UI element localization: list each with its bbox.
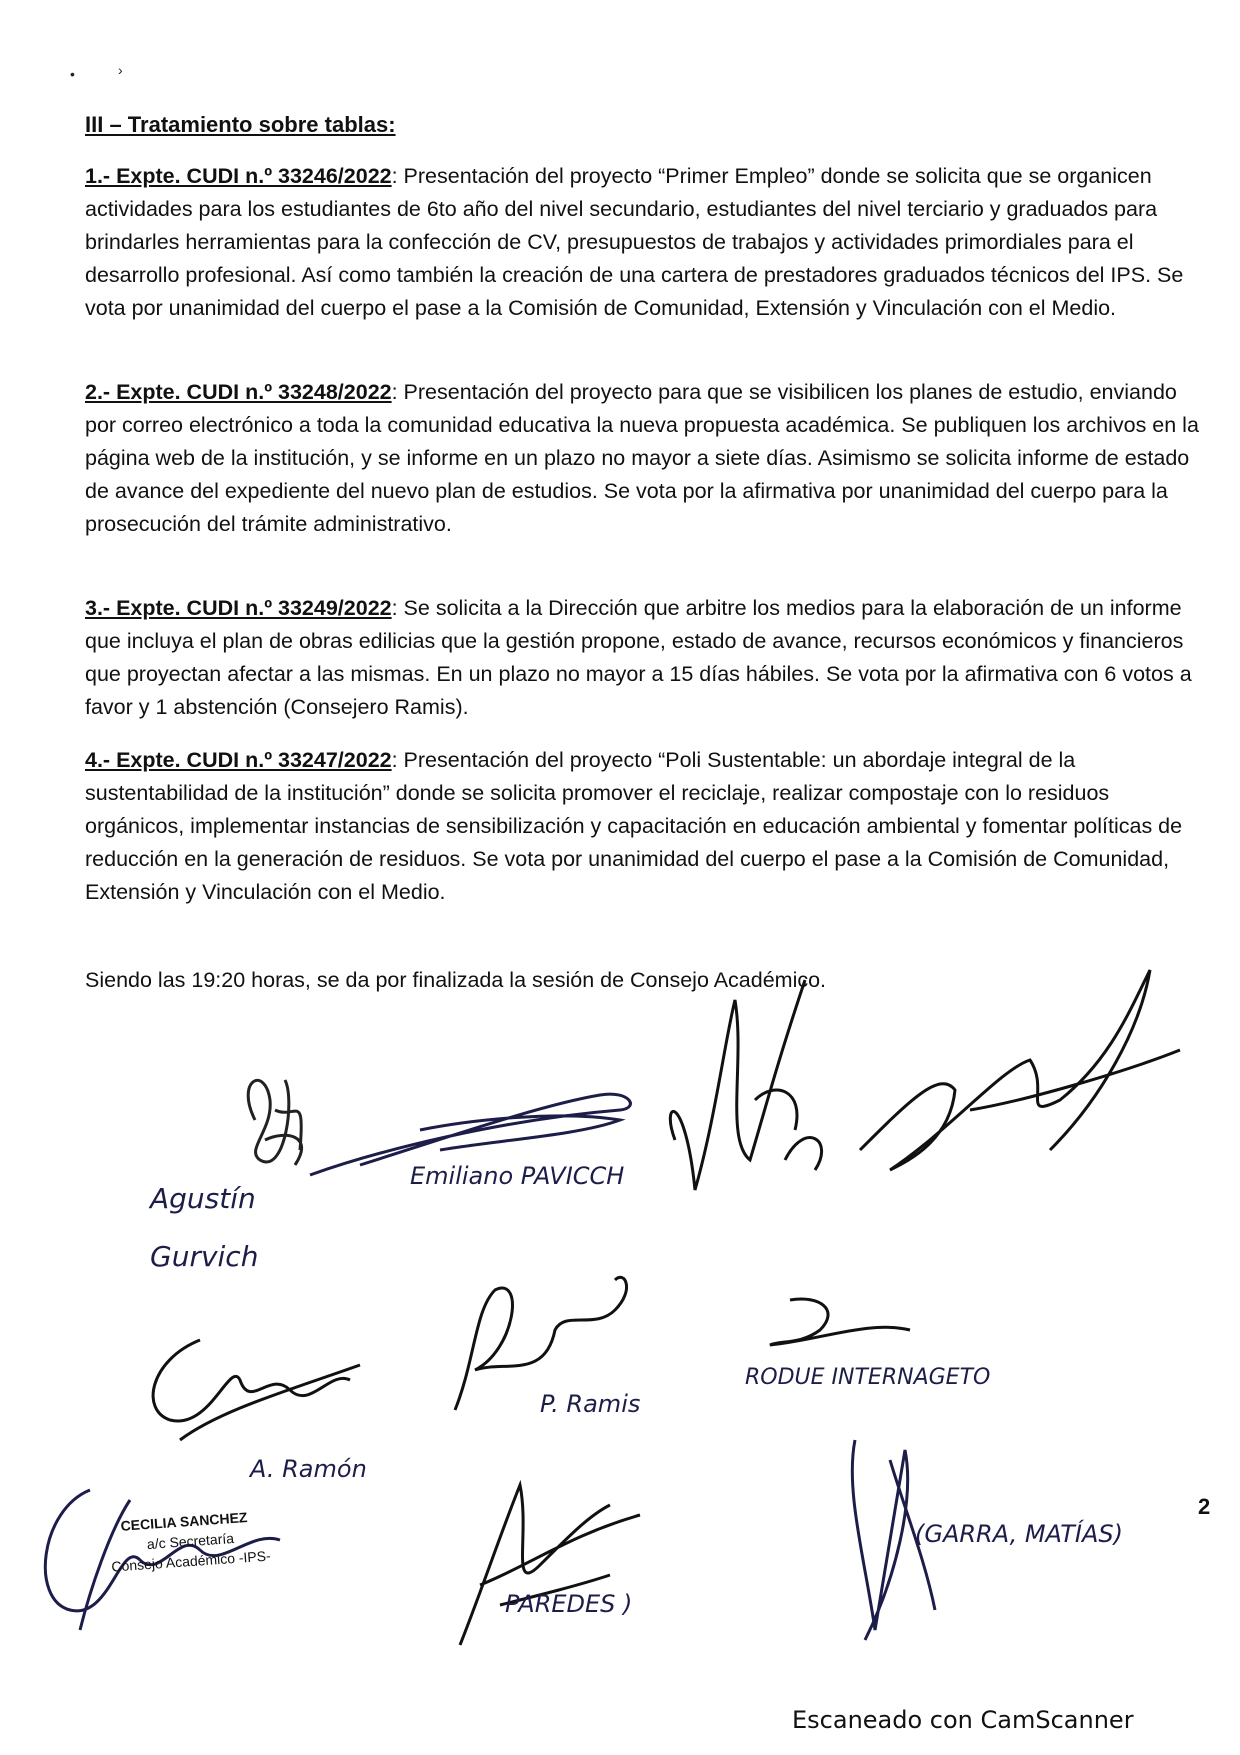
signature-gurvich: [225, 1060, 345, 1195]
signature-name: Emiliano PAVICCH: [410, 1162, 625, 1190]
signature-name: RODUE INTERNAGETO: [745, 1365, 991, 1390]
stamp-name: CECILIA SANCHEZ: [120, 1509, 248, 1534]
scan-speck: •: [70, 66, 75, 82]
signature-rodue: [760, 1290, 920, 1365]
scanner-watermark: Escaneado con CamScanner: [792, 1706, 1134, 1734]
item-text: : Presentación del proyecto “Poli Sustentable: un abordaje integral de la sustentabilidad de la institución” donde se solicita promover el reciclaje, realizar compostaje con lo residuos orgánicos, implementar instancias de sensibilización y capacitación en educación ambiental y fomentar políticas de reducción en la generación de residuos. Se vota por unanimidad del cuerpo el pase a la Comisión de Comunidad, Extensión y Vinculación con el Medio.: [85, 748, 1183, 904]
item-text: : Presentación del proyecto para que se visibilicen los planes de estudio, enviando por correo electrónico a toda la comunidad educativa la nueva propuesta académica. Se publiquen los archivos en la página web de la institución, y se informe en un plazo no mayor a siete días. Asimismo se solicita informe de estado de avance del expediente del nuevo plan de estudios. Se vota por la afirmativa por unanimidad del cuerpo para la prosecución del trámite administrativo.: [85, 380, 1199, 536]
signature-paredes: [440, 1475, 660, 1660]
agenda-item-1: [85, 160, 1200, 325]
signature-name: A. Ramón: [250, 1455, 367, 1483]
signature-right: [850, 950, 1190, 1215]
signature-name: P. Ramis: [540, 1390, 641, 1418]
item-text: : Se solicita a la Dirección que arbitre los medios para la elaboración de un informe que incluya el plan de obras edilicias que la gestión propone, estado de avance, recursos económicos y financieros que proyectan afectar a las mismas. En un plazo no mayor a 15 días hábiles. Se vota por la afirmativa con 6 votos a favor y 1 abstención (Consejero Ramis).: [85, 596, 1192, 719]
signature-ramon: [140, 1320, 370, 1455]
section-title: III – Tratamiento sobre tablas:: [85, 112, 396, 137]
item-reference: 1.- Expte. CUDI n.º 33246/2022: [85, 164, 392, 188]
signature-name: PAREDES ): [505, 1590, 633, 1618]
signature-name: (GARRA, MATÍAS): [915, 1520, 1123, 1548]
signature-name: Gurvich: [150, 1240, 259, 1273]
stamp-body: Consejo Académico -IPS-: [110, 1547, 272, 1575]
item-reference: 2.- Expte. CUDI n.º 33248/2022: [85, 380, 392, 404]
agenda-item-4: [85, 744, 1200, 909]
scan-speck: ›: [118, 62, 123, 78]
agenda-item-2: [85, 376, 1200, 541]
closing-statement: Siendo las 19:20 horas, se da por finalizada la sesión de Consejo Académico.: [85, 968, 827, 992]
item-reference: 4.- Expte. CUDI n.º 33247/2022: [85, 748, 392, 772]
agenda-item-3: [85, 592, 1200, 724]
stamp-role: a/c Secretaría: [146, 1530, 235, 1553]
page-number: 2: [1198, 1494, 1211, 1519]
signature-name: Agustín: [150, 1182, 256, 1215]
signature-center: [655, 960, 855, 1225]
secretary-stamp: [90, 1501, 334, 1578]
item-reference: 3.- Expte. CUDI n.º 33249/2022: [85, 596, 392, 620]
item-text: : Presentación del proyecto “Primer Empleo” donde se solicita que se organicen actividades para los estudiantes de 6to año del nivel secundario, estudiantes del nivel terciario y graduados para brindarles herramientas para la confección de CV, presupuestos de trabajos y actividades primordiales para el desarrollo profesional. Así como también la creación de una cartera de prestadores graduados técnicos del IPS. Se vota por unanimidad del cuerpo el pase a la Comisión de Comunidad, Extensión y Vinculación con el Medio.: [85, 164, 1184, 320]
